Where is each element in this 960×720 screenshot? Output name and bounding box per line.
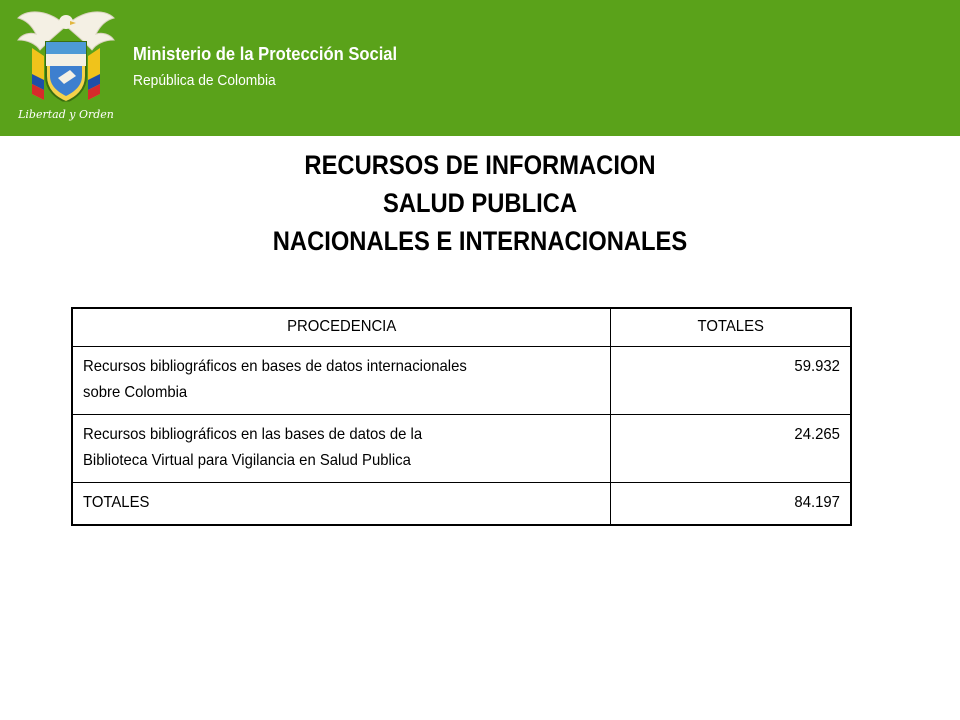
ministry-name: Ministerio de la Protección Social xyxy=(133,44,398,64)
row-1-source: Recursos bibliográficos en bases de datos internacionales sobre Colombia xyxy=(72,346,610,414)
svg-text:Libertad y Orden: Libertad y Orden xyxy=(18,108,114,121)
page-title xyxy=(0,146,960,260)
column-header-totales: TOTALES xyxy=(610,308,851,346)
colombia-coat-of-arms-icon xyxy=(10,4,122,132)
table-row xyxy=(72,414,851,482)
republic-name: República de Colombia xyxy=(133,72,276,89)
table-row xyxy=(72,346,851,414)
header-band xyxy=(0,0,960,136)
title-line-2: SALUD PUBLICA xyxy=(382,188,578,218)
title-line-1: RECURSOS DE INFORMACION xyxy=(304,150,656,180)
total-label: TOTALES xyxy=(72,482,610,525)
row-1-total: 59.932 xyxy=(610,346,851,414)
row-2-source: Recursos bibliográficos en las bases de datos de la Biblioteca Virtual para Vigilancia en Salud Publica xyxy=(72,414,610,482)
resources-table xyxy=(71,307,852,526)
row-2-total: 24.265 xyxy=(610,414,851,482)
column-header-procedencia: PROCEDENCIA xyxy=(72,308,610,346)
total-value: 84.197 xyxy=(610,482,851,525)
table-total-row xyxy=(72,482,851,525)
title-line-3: NACIONALES E INTERNACIONALES xyxy=(272,226,688,256)
table-header-row xyxy=(72,308,851,346)
